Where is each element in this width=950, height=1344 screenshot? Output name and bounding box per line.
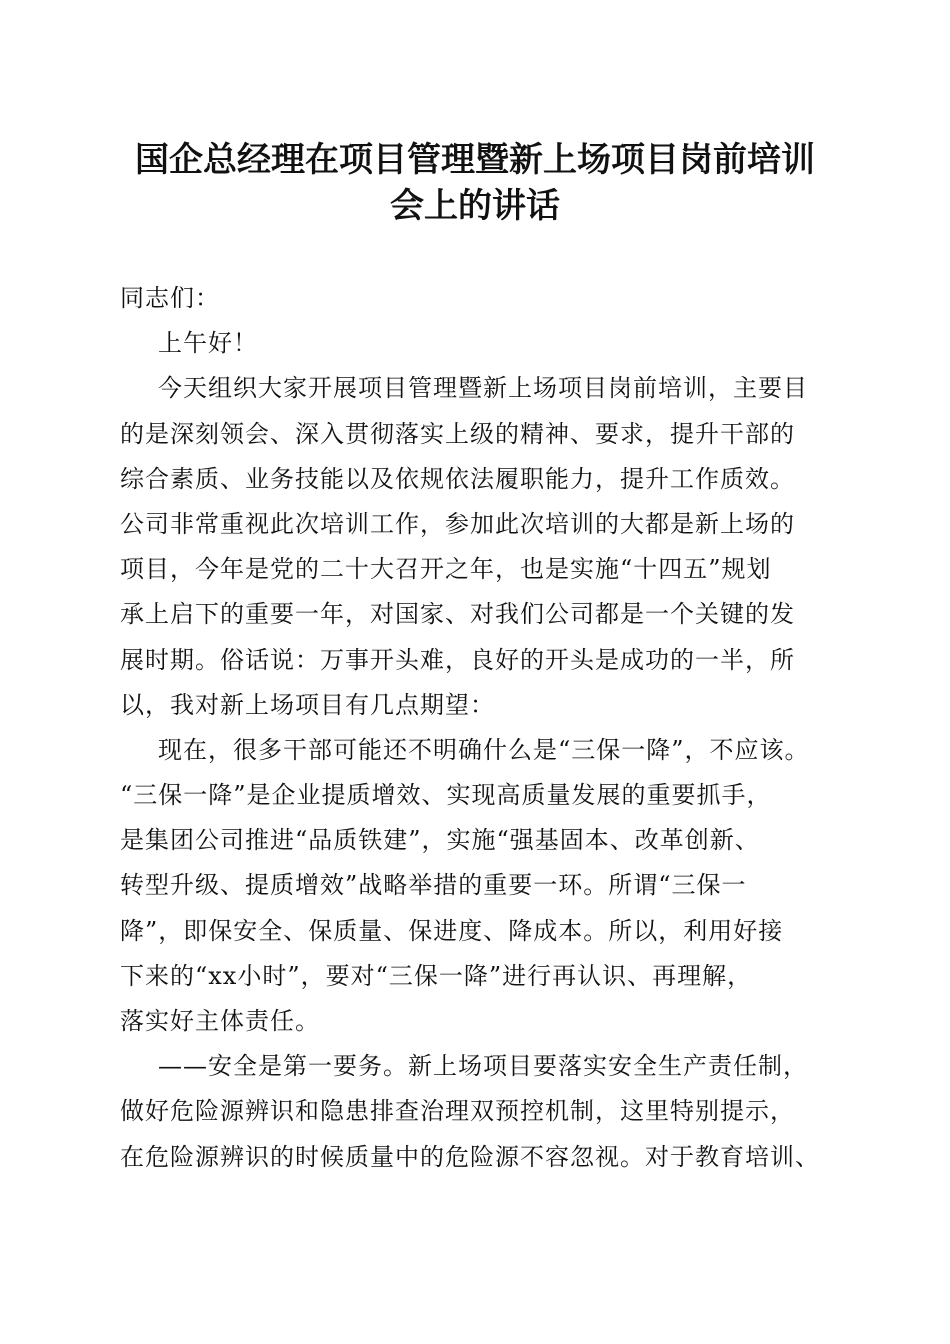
paragraph-line: 在危险源辨识的时候质量中的危险源不容忽视。对于教育培训、 [120,1142,820,1171]
paragraph-line: 今天组织大家开展项目管理暨新上场项目岗前培训，主要目 [158,374,808,403]
paragraph-line: 现在，很多干部可能还不明确什么是“三保一降”，不应该。 [158,735,810,764]
paragraph-line: 以，我对新上场项目有几点期望： [120,690,495,719]
document-body [120,276,840,1180]
salutation: 同志们： [120,284,220,312]
document-title-line-1: 国企总经理在项目管理暨新上场项目岗前培训 [135,140,815,180]
paragraph-line: 的是深刻领会、深入贯彻落实上级的精神、要求，提升干部的 [120,419,795,448]
paragraph-line: 是集团公司推进“品质铁建”，实施“强基固本、改革创新、 [120,826,760,855]
paragraph-line: 落实好主体责任。 [120,1007,320,1035]
paragraph-line: 下来的“xx小时”，要对“三保一降”进行再认识、再理解， [120,961,753,990]
document-title-line-2: 会上的讲话 [390,186,560,226]
paragraph-line: 展时期。俗话说：万事开头难，良好的开头是成功的一半，所 [120,645,795,674]
paragraph-line: 做好危险源辨识和隐患排查治理双预控机制，这里特别提示， [120,1097,795,1126]
greeting: 上午好！ [158,329,258,358]
paragraph-line: 降”，即保安全、保质量、保进度、降成本。所以，利用好接 [120,916,784,945]
paragraph-line: 承上启下的重要一年，对国家、对我们公司都是一个关键的发 [120,600,795,629]
paragraph-line: 综合素质、业务技能以及依规依法履职能力，提升工作质效。 [120,464,795,493]
paragraph-line: “三保一降”是企业提质增效、实现高质量发展的重要抓手， [120,781,772,810]
paragraph-line: 项目，今年是党的二十大召开之年，也是实施“十四五”规划 [120,555,772,584]
paragraph-line: 公司非常重视此次培训工作，参加此次培训的大都是新上场的 [120,509,795,538]
paragraph-line: 转型升级、提质增效”战略举措的重要一环。所谓“三保一 [120,871,747,900]
paragraph-line: ——安全是第一要务。新上场项目要落实安全生产责任制， [158,1052,808,1081]
